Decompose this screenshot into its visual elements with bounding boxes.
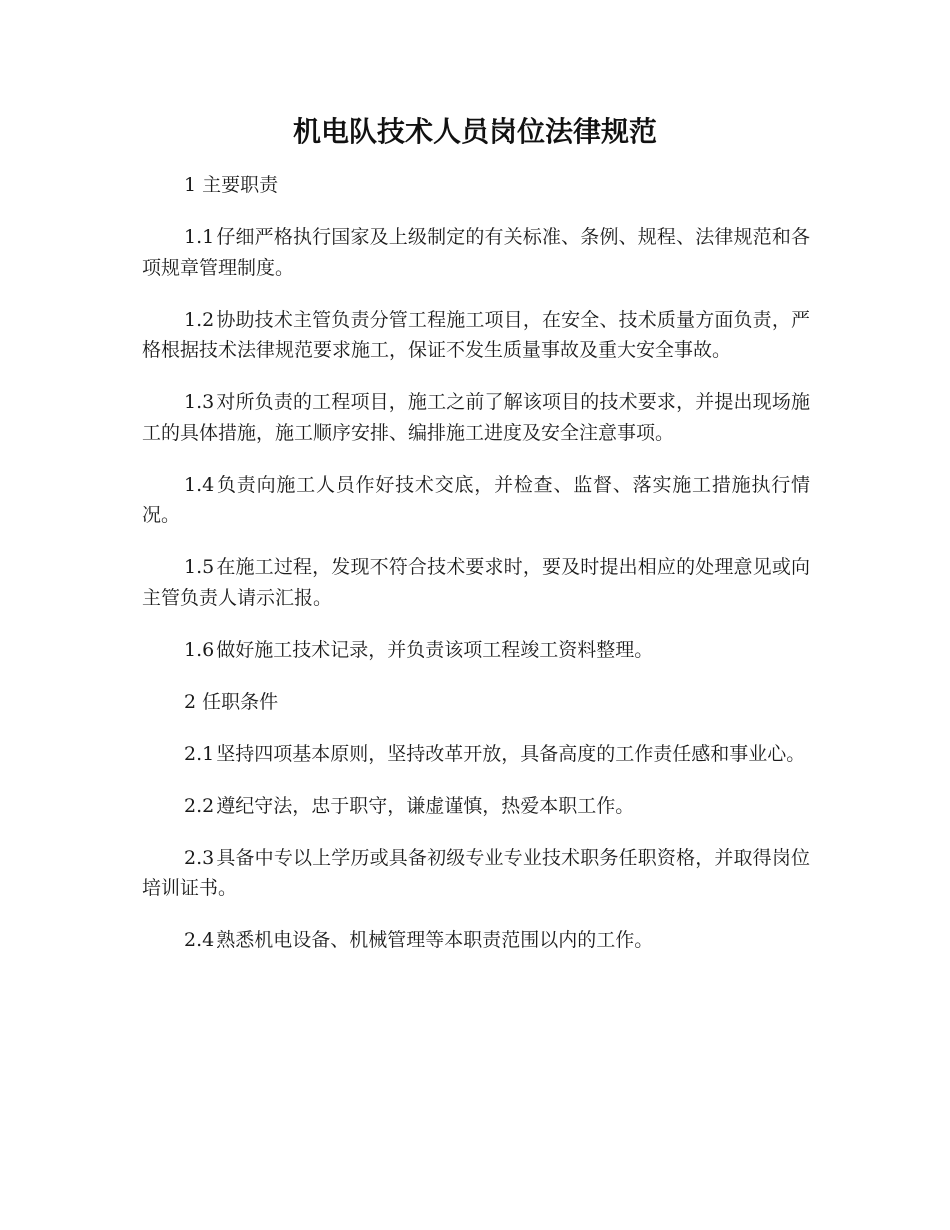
clause-1-2 [142,305,810,366]
clause-text: 坚持四项基本原则，坚持改革开放，具备高度的工作责任感和事业心。 [216,742,806,765]
clause-text: 仔细严格执行国家及上级制定的有关标准、条例、规程、法律规范和各项规章管理制度。 [142,226,810,279]
clause-text: 具备中专以上学历或具备初级专业专业技术职务任职资格，并取得岗位培训证书。 [142,846,810,899]
clause-1-1 [142,222,810,283]
clause-2-3 [142,843,810,904]
clause-number: 2.3 [184,846,215,869]
clause-text: 负责向施工人员作好技术交底，并检查、监督、落实施工措施执行情况。 [142,473,810,526]
section-heading-duties: 1 主要职责 [184,174,279,196]
clause-1-4 [142,470,810,531]
clause-1-6 [142,635,810,666]
clause-2-1 [142,739,810,770]
section-heading-qualifications: 2 任职条件 [184,690,279,713]
clause-number: 2.4 [184,929,215,951]
clause-1-3 [142,387,810,448]
clause-2-2 [142,791,810,822]
clause-number: 1.6 [184,638,215,661]
clause-1-5 [142,552,810,613]
clause-number: 1.4 [184,473,215,496]
clause-number: 1.1 [184,226,215,248]
clause-number: 1.5 [184,556,215,578]
document-body [142,170,810,977]
clause-text: 熟悉机电设备、机械管理等本职责范围以内的工作。 [216,929,654,951]
clause-text: 在施工过程，发现不符合技术要求时，要及时提出相应的处理意见或向主管负责人请示汇报。 [142,556,810,609]
clause-text: 遵纪守法，忠于职守，谦虚谨慎，热爱本职工作。 [216,794,635,817]
clause-number: 1.2 [184,308,215,331]
clause-number: 2.1 [184,742,215,765]
document-title: 机电队技术人员岗位法律规范 [292,115,657,148]
clause-number: 1.3 [184,391,215,413]
clause-2-4 [142,925,810,956]
clause-text: 协助技术主管负责分管工程施工项目，在安全、技术质量方面负责，严格根据技术法律规范要求施工，保证不发生质量事故及重大安全事故。 [142,308,810,361]
clause-text: 对所负责的工程项目，施工之前了解该项目的技术要求，并提出现场施工的具体措施，施工顺序安排、编排施工进度及安全注意事项。 [142,391,810,444]
clause-number: 2.2 [184,794,215,817]
clause-text: 做好施工技术记录，并负责该项工程竣工资料整理。 [216,638,654,661]
